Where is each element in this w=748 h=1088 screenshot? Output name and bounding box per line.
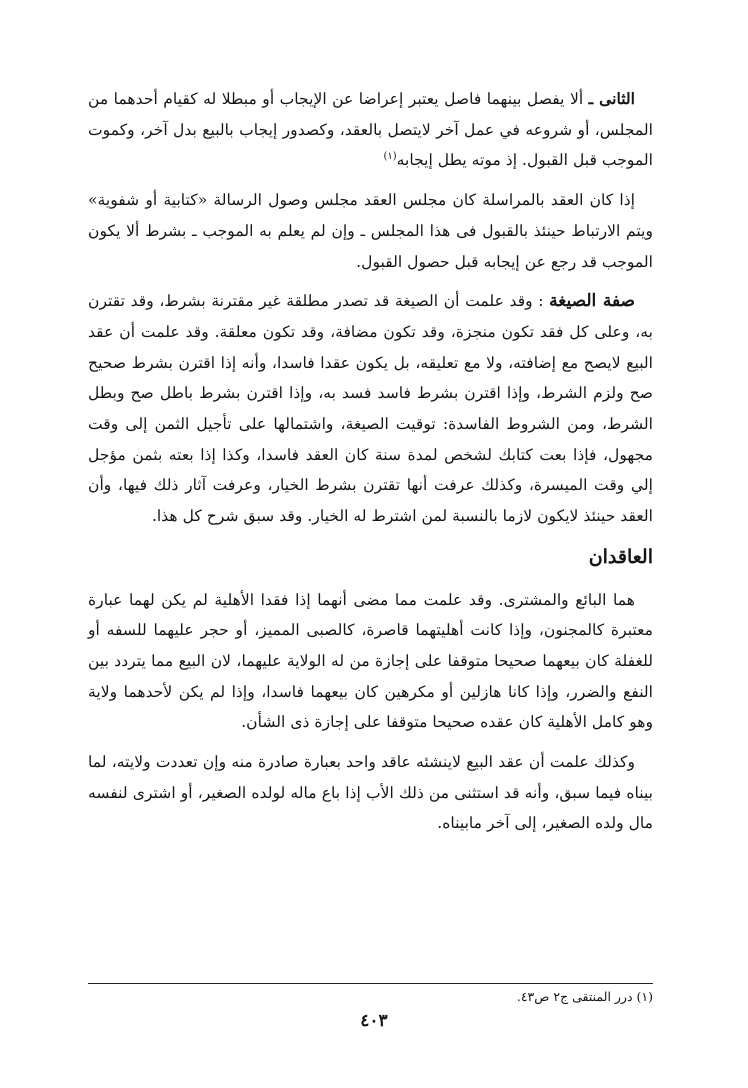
main-text	[88, 84, 653, 846]
paragraph-text: إذا كان العقد بالمراسلة كان مجلس العقد مجلس وصول الرسالة «كتابية أو شفوية» ويتم الارتباط حينئذ بالقبول فى هذا المجلس ـ وإن لم يعلم به الموجب ـ بشرط ألا يكون الموجب قد رجع عن إيجابه قبل حصول القبول.	[88, 191, 653, 271]
paragraph-contracting-parties	[88, 585, 653, 739]
paragraph-text: وكذلك علمت أن عقد البيع لاينشئه عاقد واحد بعبارة صادرة منه وإن تعددت ولايته، لما بيناه فيما سبق، وأنه قد استثنى من ذلك الأب إذا باع ماله لولده الصغير، أو اشترى لنفسه مال ولده الصغير، إلى آخر مابيناه.	[88, 753, 653, 833]
paragraph-text: ألا يفصل بينهما فاصل يعتبر إعراضا عن الإيجاب أو مبطلا له كقيام أحدهما من المجلس، أو شروعه في عمل آخر لايتصل بالعقد، وكصدور إيجاب بالبيع بدل آخر، وكموت الموجب قبل القبول. إذ موته يطل إيجابه	[88, 90, 653, 170]
footnote: (١) درر المنتقى ج٢ ص٤٣.	[516, 989, 653, 1004]
paragraph-lead: الثانى ـ	[588, 89, 635, 108]
paragraph-form-attribute	[88, 286, 653, 532]
page-number: ٤٠٣	[360, 1011, 388, 1031]
paragraph-correspondence	[88, 185, 653, 277]
paragraph-single-party	[88, 747, 653, 839]
footnote-marker: (١)	[383, 151, 397, 163]
paragraph-text: هما البائع والمشترى. وقد علمت مما مضى أنهما إذا فقدا الأهلية لم يكن لهما عبارة معتبرة كالمجنون، وإذا كانت أهليتهما قاصرة، كالصبى المميز، أو حجر عليهما للسفه أو للغفلة كان بيعهما صحيحا متوقفا على إجازة من له الولاية عليهما، لان البيع مما يتردد بين النفع والضرر، وإذا كانا هازلين أو مكرهين كان بيعهما فاسدا، وإذا لم يكن لأحدهما ولاية وهو كامل الأهلية كان عقده صحيحا متوقفا على إجازة ذى الشأن.	[88, 590, 653, 732]
paragraph-text: : وقد علمت أن الصيغة قد تصدر مطلقة غير مقترنة بشرط، وقد تقترن به، وعلى كل فقد تكون منجزة، وقد تكون مضافة، وقد تكون معلقة. وقد علمت أن عقد البيع لايصح مع إضافته، ولا مع تعليقه، بل يكون عقدا فاسدا، وأنه إذا اقترن بشرط صحيح صح ولزم الشرط، وإذا اقترن بشرط فاسد فسد به، وإذا اقترن بشرط باطل صح وبطل الشرط، ومن الشروط الفاسدة: توقيت الصيغة، واشتمالها على تأجيل الثمن إلى وقت مجهول، فإذا بعت كتابك لشخص لمدة سنة كان العقد فاسدا، وكذا إذا بعته بثمن مؤجل إلي وقت الميسرة، وكذلك عرفت أنها تقترن بشرط الخيار، وعرفت آثار ذلك فيها، وأن العقد حينئذ لايكون لازما بالنسبة لمن اشترط له الخيار. وقد سبق شرح كل هذا.	[88, 292, 653, 526]
paragraph-second-condition	[88, 84, 653, 176]
section-title: العاقدان	[588, 545, 653, 568]
paragraph-heading: صفة الصيغة	[549, 291, 635, 312]
footnote-divider	[88, 983, 653, 984]
